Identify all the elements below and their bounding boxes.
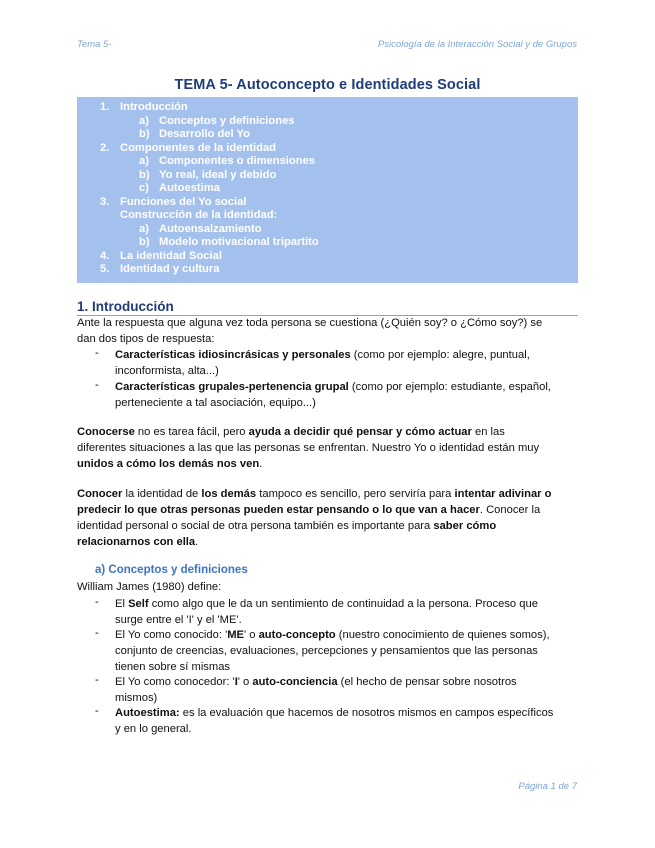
header-left: Tema 5- [77,39,112,50]
subsection-intro: William James (1980) define: [77,581,222,593]
bullet-dash: - [95,627,99,639]
toc-item-number: 3. [100,195,110,208]
table-of-contents [77,97,578,283]
list-item: El Yo como conocedor: 'I' o auto-conciencia (el hecho de pensar sobre nosotros mismos) [115,676,517,704]
list-item: Características grupales-pertenencia grupal (como por ejemplo: estudiante, español, perteneciente a tal asociación, equipo...) [115,381,551,409]
list-item: Autoestima: es la evaluación que hacemos de nosotros mismos en campos específicos y en lo general. [115,707,554,735]
toc-item-label: Autoensalzamiento [159,222,262,235]
toc-item-label: Introducción [120,101,188,113]
list-item: Características idiosincrásicas y personales (como por ejemplo: alegre, puntual, inconformista, alta...) [115,349,530,377]
toc-item-label: Autoestima [159,182,220,194]
toc-item-number: a) [139,114,149,127]
toc-item-label: Componentes de la identidad [120,141,277,154]
page-number: Página 1 de 7 [518,781,577,792]
toc-item-number: b) [139,168,150,181]
toc-item-label: La identidad Social [120,249,222,262]
toc-item-label: Modelo motivacional tripartito [159,236,319,248]
intro-line-1: Ante la respuesta que alguna vez toda persona se cuestiona (¿Quién soy? o ¿Cómo soy?) se [77,317,543,329]
toc-item-number: a) [139,222,149,235]
paragraph-conocer: Conocer la identidad de los demás tampoco es sencillo, pero serviría para intentar adivinar o predecir lo que otras personas pueden estar pensando o lo que van a hacer. Conocer la identidad personal o social de otra persona también es importante para saber cómo relacionarnos con ella. [77,488,552,548]
toc-item-number: 4. [100,249,110,262]
toc-item-label: Yo real, ideal y debido [159,168,277,181]
toc-item-number: a) [139,155,149,167]
toc-item-number: 2. [100,141,110,154]
bullet-dash: - [95,674,99,686]
intro-line-2: dan dos tipos de respuesta: [77,333,215,345]
toc-item-label: Construcción de la identidad: [120,209,278,221]
bullet-dash: - [95,705,99,717]
subsection-heading-conceptos: a) Conceptos y definiciones [95,564,248,576]
toc-item-number: 1. [100,101,110,113]
toc-item-label: Identidad y cultura [120,263,220,275]
toc-item-label: Desarrollo del Yo [159,128,250,140]
toc-item-label: Conceptos y definiciones [159,114,295,127]
paragraph-conocerse: Conocerse no es tarea fácil, pero ayuda a decidir qué pensar y cómo actuar en las diferentes situaciones a las que las personas se enfrentan. Nuestro Yo o identidad están muy unidos a cómo los demás nos ven. [77,426,540,470]
toc-item-number: 5. [100,263,110,275]
header-right: Psicología de la Interacción Social y de Grupos [377,39,577,50]
bullet-dash: - [95,347,99,359]
list-item: El Yo como conocido: 'ME' o auto-concepto (nuestro conocimiento de quienes somos), conjunto de creencias, evaluaciones, percepciones y pensamientos que las personas tienen sobre sí mismas [115,629,550,673]
list-item: El Self como algo que le da un sentimiento de continuidad a la persona. Proceso que surge entre el 'I' y el 'ME'. [115,598,538,626]
toc-item-number: c) [139,182,149,194]
bullet-dash: - [95,596,99,608]
bullet-dash: - [95,379,99,391]
page-title: TEMA 5- Autoconcepto e Identidades Social [174,77,481,93]
intro-paragraph [77,315,582,347]
section-heading-introduccion: 1. Introducción [77,299,174,314]
toc-item-label: Funciones del Yo social [120,195,247,208]
toc-item-number: b) [139,236,150,248]
toc-item-number: b) [139,128,150,140]
toc-item-label: Componentes o dimensiones [159,155,316,167]
